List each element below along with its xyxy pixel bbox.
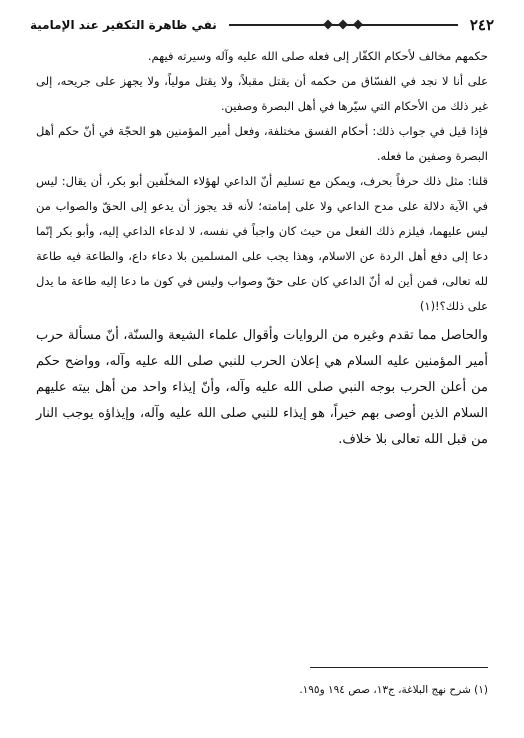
footnote: (١) شرح نهج البلاغة، ج١٣، صص ١٩٤ و١٩٥. <box>299 684 488 696</box>
ornament-dots <box>325 21 362 28</box>
quote-paragraph: قلنا: مثل ذلك حرفاً بحرف، ويمكن مع تسليم أنّ الداعي لهؤلاء المخلّفين أبو بكر، أن يقال: ليس في الآية دلالة على مدح الداعي ولا على إمامته؛ لأنه قد يجوز أن يدعو إلى الحقّ والصواب من ليس عليهما، فيلزم ذلك الفعل من حيث كان واجباً في نفسه، لا لدعاء الداعي إليه، وأبو بكر إنّما دعا إلى دفع أهل الردة عن الاسلام، وهذا يجب على المسلمين بلا دعاء داع، والطاعة فيه طاعة لله تعالى، فمن أين له أنّ الداعي كان على حقّ وصواب وليس في كون ما دعا إليه طاعة ما يدل على ذلك؟!(١) <box>36 174 488 313</box>
page-number: ٢٤٢ <box>469 16 494 34</box>
quote-paragraph: فإذا قيل في جواب ذلك: أحكام الفسق مختلفة، وفعل أمير المؤمنين هو الحجّة في أنّ حكم أهل البصرة وصفين ما فعله. <box>36 124 488 163</box>
ornament-dot <box>323 20 333 30</box>
page-header <box>30 14 494 36</box>
body-text <box>36 44 488 453</box>
quote-paragraph: حكمهم مخالف لأحكام الكفّار إلى فعله صلى الله عليه وآله وسيرته فيهم. <box>147 49 488 63</box>
quote-paragraph: على أنا لا نجد في الفسّاق من حكمه أن يقتل مقبلاً، ولا يقتل مولياً، ولا يجهز على جريحه، إلى غير ذلك من الأحكام التي سيّرها في أهل البصرة وصفين. <box>36 74 488 113</box>
main-paragraph: والحاصل مما تقدم وغيره من الروايات وأقوال علماء الشيعة والسنّة، أنّ مسألة حرب أمير المؤمنين عليه السلام هي إعلان الحرب للنبي صلى الله عليه وآله، وواضح حكم من أعلن الحرب بوجه النبي صلى الله عليه وآله، وأنّ إيذاء واحد من أهل بيته عليهم السلام الذين أوصى بهم خيراً، هو إيذاء للنبي صلى الله عليه وآله، وإيذاؤه يوجب النار من قبل الله تعالى بلا خلاف. <box>36 328 488 447</box>
ornament-dot <box>353 20 363 30</box>
running-title: نفي ظاهرة التكفير عند الإمامية <box>30 18 217 32</box>
header-rule <box>229 24 458 26</box>
footnote-rule <box>310 667 488 668</box>
ornament-dot <box>338 20 348 30</box>
